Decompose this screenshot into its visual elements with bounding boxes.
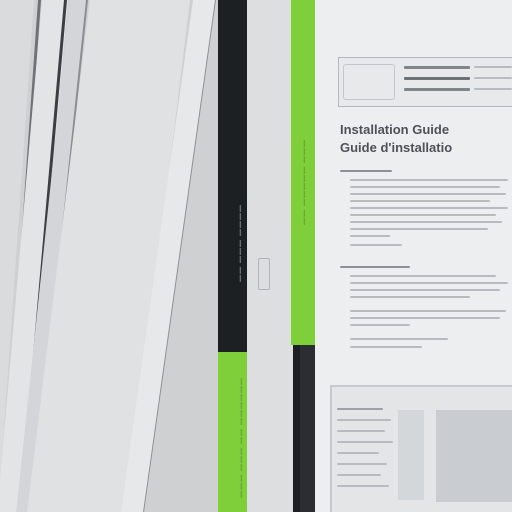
text-line xyxy=(350,235,390,237)
text-line xyxy=(350,275,496,277)
text-line xyxy=(350,296,470,298)
text-line xyxy=(350,186,500,188)
text-line xyxy=(350,310,506,312)
green-spine-lower-text: —————— —— ——— ——— xyxy=(237,378,244,499)
header-line-1 xyxy=(404,66,470,69)
middle-booklet xyxy=(247,0,293,512)
text-line xyxy=(350,338,448,340)
header-line-6 xyxy=(474,88,512,90)
panel-line xyxy=(337,452,379,454)
panel-block xyxy=(398,410,424,500)
header-line-4 xyxy=(474,66,512,68)
text-line xyxy=(350,346,422,348)
header-line-2 xyxy=(404,77,470,80)
title-french: Guide d'installatio xyxy=(340,140,453,155)
panel-line xyxy=(337,430,385,432)
text-line xyxy=(350,179,508,181)
section-2-heading xyxy=(340,266,410,268)
header-logo xyxy=(343,64,395,100)
header-line-3 xyxy=(404,88,470,91)
panel-line xyxy=(337,463,387,465)
dark-spine-text: ———— ——— —— xyxy=(236,205,243,283)
page-title xyxy=(340,121,452,157)
text-line xyxy=(350,207,508,209)
text-line xyxy=(350,228,488,230)
panel-line xyxy=(337,485,389,487)
middle-booklet-mark xyxy=(258,258,270,290)
title-english: Installation Guide xyxy=(340,122,450,137)
header-line-5 xyxy=(474,77,512,79)
text-line xyxy=(350,282,508,284)
text-line xyxy=(350,289,500,291)
text-line xyxy=(350,200,490,202)
green-spine-upper-text: ——— ————— —— xyxy=(300,140,307,226)
text-line xyxy=(350,324,410,326)
text-line xyxy=(350,214,496,216)
text-line xyxy=(350,244,402,246)
panel-line xyxy=(337,408,383,410)
panel-line xyxy=(337,441,393,443)
panel-block xyxy=(436,410,512,502)
text-line xyxy=(350,193,506,195)
text-line xyxy=(350,221,502,223)
text-line xyxy=(350,317,500,319)
section-1-heading xyxy=(340,170,392,172)
panel-line xyxy=(337,419,391,421)
panel-line xyxy=(337,474,381,476)
